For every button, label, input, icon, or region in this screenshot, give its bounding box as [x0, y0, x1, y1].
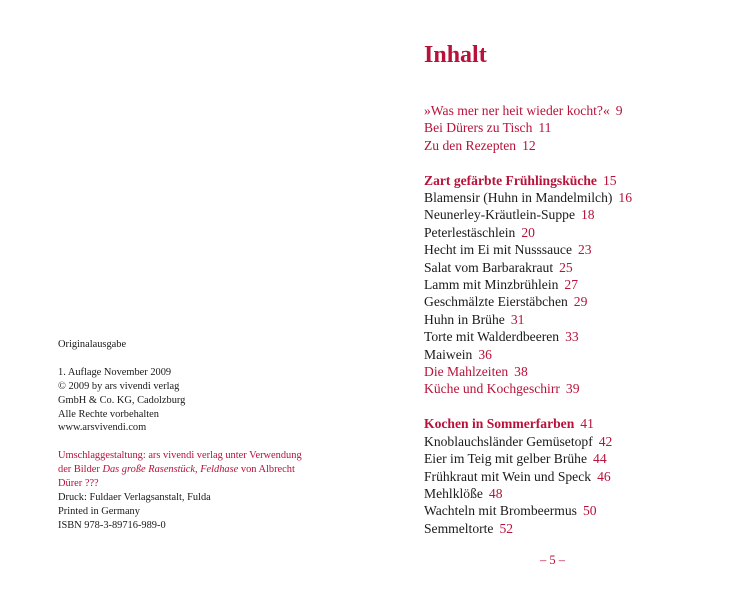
toc-entry-title: Salat vom Barbarakraut	[424, 259, 554, 275]
toc-entry-title: Maiwein	[424, 346, 473, 362]
table-of-contents	[424, 40, 744, 537]
toc-entry	[424, 206, 744, 223]
toc-entry-title: Zart gefärbte Frühlingsküche	[424, 172, 597, 188]
toc-entry-page: 50	[582, 503, 597, 519]
toc-entry-title: Lamm mit Minzbrühlein	[424, 277, 559, 293]
toc-entry-title: Hecht im Ei mit Nusssauce	[424, 242, 572, 258]
toc-entry-page: 15	[602, 172, 617, 188]
toc-entry	[424, 189, 744, 206]
toc-entry	[424, 102, 744, 119]
toc-entry	[424, 363, 744, 380]
toc-entry-title: Blamensir (Huhn in Mandelmilch)	[424, 190, 613, 206]
toc-entry	[424, 119, 744, 136]
cover-work-title: Das große Rasenstück	[102, 464, 195, 476]
toc-entry-title: Kochen in Sommerfarben	[424, 416, 575, 432]
cover-work-title: Feldhase	[200, 464, 239, 476]
imprint-line: Printed in Germany	[58, 505, 140, 517]
toc-entry	[424, 311, 744, 328]
toc-entry	[424, 520, 744, 537]
toc-entry-page: 12	[522, 137, 536, 153]
imprint-website: www.arsvivendi.com	[58, 422, 147, 434]
toc-entry-page: 39	[565, 381, 580, 397]
toc-entry-page: 31	[510, 311, 525, 327]
toc-entry	[424, 346, 744, 363]
toc-entry-title: Die Mahlzeiten	[424, 364, 509, 380]
toc-entry-page: 36	[478, 346, 492, 362]
isbn: ISBN 978-3-89716-989-0	[58, 519, 166, 531]
cover-credit-line: der Bilder Das große Rasenstück, Feldhase von Albrecht	[58, 464, 295, 476]
toc-entry-title: Küche und Kochgeschirr	[424, 381, 560, 397]
toc-entry-title: Neunerley-Kräutlein-Suppe	[424, 207, 575, 223]
toc-entry-title: Eier im Teig mit gelber Brühe	[424, 451, 588, 467]
toc-entry-title: »Was mer ner heit wieder kocht?«	[424, 103, 610, 118]
toc-list	[424, 102, 744, 537]
toc-entry-title: Mehlklöße	[424, 485, 483, 501]
page-number: – 5 –	[540, 553, 565, 567]
toc-entry-page: 29	[573, 294, 588, 310]
toc-entry-page: 11	[538, 120, 552, 136]
toc-entry	[424, 433, 744, 450]
toc-entry-page: 33	[565, 329, 579, 345]
toc-title: Inhalt	[424, 42, 487, 68]
toc-entry	[424, 259, 744, 276]
toc-entry-title: Semmeltorte	[424, 520, 494, 536]
toc-entry	[424, 485, 744, 502]
toc-entry-title: Torte mit Walderdbeeren	[424, 329, 560, 345]
imprint-block	[58, 338, 348, 533]
toc-entry-page: 44	[593, 451, 607, 467]
toc-section-heading	[424, 172, 744, 189]
toc-entry-page: 52	[499, 520, 514, 536]
toc-entry-page: 41	[580, 416, 594, 432]
imprint-line: 1. Auflage November 2009	[58, 366, 172, 378]
toc-entry-page: 20	[521, 224, 535, 240]
toc-entry-page: 23	[578, 242, 592, 258]
toc-entry	[424, 468, 744, 485]
toc-entry-title: Knoblauchsländer Gemüsetopf	[424, 433, 593, 449]
toc-entry	[424, 137, 744, 154]
toc-entry-title: Frühkraut mit Wein und Speck	[424, 468, 592, 484]
edition-type: Originalausgabe	[58, 339, 127, 350]
toc-entry-page: 9	[615, 103, 623, 118]
cover-credit-line: Umschlaggestaltung: ars vivendi verlag unter Verwendung	[58, 450, 302, 462]
toc-entry	[424, 224, 744, 241]
toc-entry	[424, 502, 744, 519]
toc-entry-page: 16	[618, 190, 632, 206]
imprint-line: GmbH & Co. KG, Cadolzburg	[58, 394, 186, 406]
toc-entry	[424, 380, 744, 397]
toc-entry	[424, 293, 744, 310]
toc-entry	[424, 328, 744, 345]
toc-entry-page: 42	[598, 433, 613, 449]
toc-entry-title: Peterlestäschlein	[424, 224, 516, 240]
imprint-line: © 2009 by ars vivendi verlag	[58, 380, 180, 392]
imprint-line: Alle Rechte vorbehalten	[58, 408, 159, 420]
toc-entry-title: Geschmälzte Eierstäbchen	[424, 294, 568, 310]
toc-entry-page: 48	[488, 485, 503, 501]
toc-entry-page: 25	[559, 259, 573, 275]
toc-entry-page: 27	[564, 277, 578, 293]
toc-entry-page: 38	[514, 364, 528, 380]
toc-entry-title: Bei Dürers zu Tisch	[424, 120, 533, 136]
toc-entry-page: 46	[597, 468, 611, 484]
toc-entry-title: Huhn in Brühe	[424, 311, 505, 327]
toc-entry	[424, 276, 744, 293]
toc-entry	[424, 241, 744, 258]
toc-entry	[424, 450, 744, 467]
toc-section-heading	[424, 415, 744, 432]
cover-credit-line: Dürer ???	[58, 478, 99, 490]
toc-entry-title: Zu den Rezepten	[424, 137, 517, 153]
toc-entry-page: 18	[581, 207, 595, 223]
toc-entry-title: Wachteln mit Brombeermus	[424, 503, 577, 519]
imprint-line: Druck: Fuldaer Verlagsanstalt, Fulda	[58, 491, 211, 503]
